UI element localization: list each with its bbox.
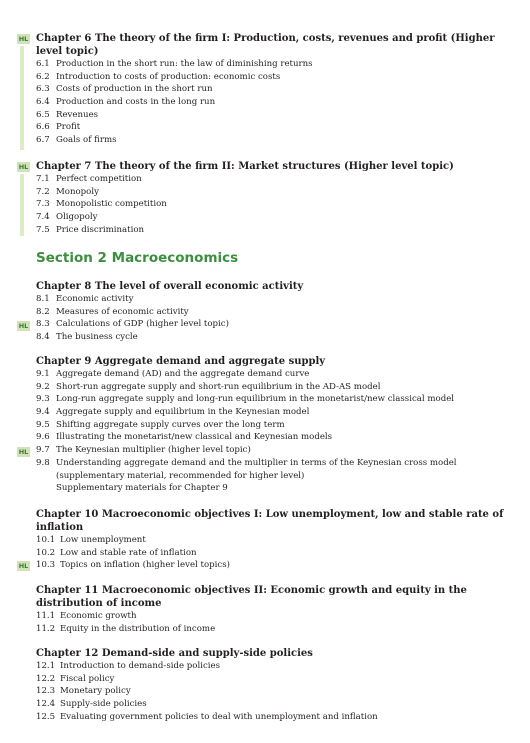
toc-item[interactable]: 10.3 Topics on inflation (higher level topics) (36, 560, 230, 571)
toc-item[interactable]: 12.4 Supply-side policies (36, 699, 147, 710)
toc-item[interactable]: 6.5 Revenues (36, 109, 99, 120)
toc-item[interactable]: 7.5 Price discrimination (36, 224, 145, 235)
hl-badge-ch7: HL (18, 163, 29, 171)
toc-item[interactable]: 7.4 Oligopoly (36, 212, 98, 223)
hl-badge-8-3: HL (18, 322, 29, 330)
chapter-6-title[interactable]: Chapter 6 The theory of the firm I: Production, costs, revenues and profit (Higher level topic) (36, 33, 495, 57)
toc-item[interactable]: 9.1 Aggregate demand (AD) and the aggregate demand curve (36, 369, 310, 379)
chapter-7-title[interactable]: Chapter 7 The theory of the firm II: Market structures (Higher level topic) (36, 161, 454, 172)
toc-item[interactable]: 9.6 Illustrating the monetarist/new classical and Keynesian models (36, 432, 333, 443)
toc-item[interactable]: Supplementary materials for Chapter 9 (56, 483, 228, 494)
chapter-12-title[interactable]: Chapter 12 Demand-side and supply-side policies (36, 648, 313, 659)
hl-bar-ch6 (20, 46, 24, 150)
chapter-8-items (36, 293, 516, 344)
chapter-6-items (36, 58, 516, 147)
toc-item[interactable]: 12.1 Introduction to demand-side policies (36, 661, 221, 671)
toc-item[interactable]: 9.3 Long-run aggregate supply and long-run equilibrium in the monetarist/new classical model (36, 394, 455, 405)
toc-item[interactable]: 9.2 Short-run aggregate supply and short-run equilibrium in the AD-AS model (36, 381, 381, 392)
toc-item[interactable]: 12.2 Fiscal policy (36, 673, 115, 684)
toc-item[interactable]: 11.1 Economic growth (36, 611, 137, 621)
chapter-9-items (36, 368, 516, 495)
chapter-7-items (36, 173, 516, 236)
chapter-12-items (36, 660, 516, 723)
toc-item[interactable]: 6.4 Production and costs in the long run (36, 97, 216, 108)
toc-item[interactable]: 12.3 Monetary policy (36, 686, 131, 697)
toc-item[interactable]: 7.2 Monopoly (36, 186, 99, 197)
chapter-10-title[interactable]: Chapter 10 Macroeconomic objectives I: Low unemployment, low and stable rate of inflation (36, 509, 504, 533)
toc-item[interactable]: 9.8 Understanding aggregate demand and the multiplier in terms of the Keynesian cross model (supplementary material, recommended for higher level) (36, 457, 457, 481)
toc-item[interactable]: 7.1 Perfect competition (36, 174, 142, 184)
toc-item[interactable]: 8.2 Measures of economic activity (36, 306, 189, 317)
chapter-10-items (36, 534, 516, 572)
chapter-11-title[interactable]: Chapter 11 Macroeconomic objectives II: Economic growth and equity in the distribution of income (36, 585, 467, 609)
toc-item[interactable]: 6.3 Costs of production in the short run (36, 84, 213, 95)
toc-item[interactable]: 9.4 Aggregate supply and equilibrium in the Keynesian model (36, 407, 310, 418)
toc-item[interactable]: 10.1 Low unemployment (36, 535, 146, 545)
toc-item[interactable]: 6.7 Goals of firms (36, 135, 117, 146)
hl-bar-ch7 (20, 174, 24, 236)
toc-item[interactable]: 9.7 The Keynesian multiplier (higher level topic) (36, 445, 251, 456)
toc-item[interactable]: 10.2 Low and stable rate of inflation (36, 547, 197, 558)
toc-item[interactable]: 6.2 Introduction to costs of production: economic costs (36, 71, 281, 82)
toc-item[interactable]: 8.1 Economic activity (36, 294, 134, 304)
section-2-heading[interactable]: Section 2 Macroeconomics (36, 250, 239, 266)
chapter-8-title[interactable]: Chapter 8 The level of overall economic activity (36, 281, 304, 292)
chapter-11-items (36, 610, 516, 635)
chapter-9-title[interactable]: Chapter 9 Aggregate demand and aggregate supply (36, 356, 326, 367)
toc-item[interactable]: 8.4 The business cycle (36, 332, 138, 343)
toc-item[interactable]: 7.3 Monopolistic competition (36, 199, 167, 210)
hl-badge-ch6: HL (18, 35, 29, 43)
toc-item[interactable]: 6.6 Profit (36, 122, 81, 133)
toc-item[interactable]: 12.5 Evaluating government policies to deal with unemployment and inflation (36, 711, 378, 722)
hl-badge-9-7: HL (18, 448, 29, 456)
hl-badge-10-3: HL (18, 562, 29, 570)
toc-item[interactable]: 6.1 Production in the short run: the law of diminishing returns (36, 59, 313, 69)
toc-item[interactable]: 8.3 Calculations of GDP (higher level topic) (36, 319, 229, 330)
toc-item[interactable]: 11.2 Equity in the distribution of income (36, 623, 216, 634)
toc-item[interactable]: 9.5 Shifting aggregate supply curves over the long term (36, 419, 285, 430)
